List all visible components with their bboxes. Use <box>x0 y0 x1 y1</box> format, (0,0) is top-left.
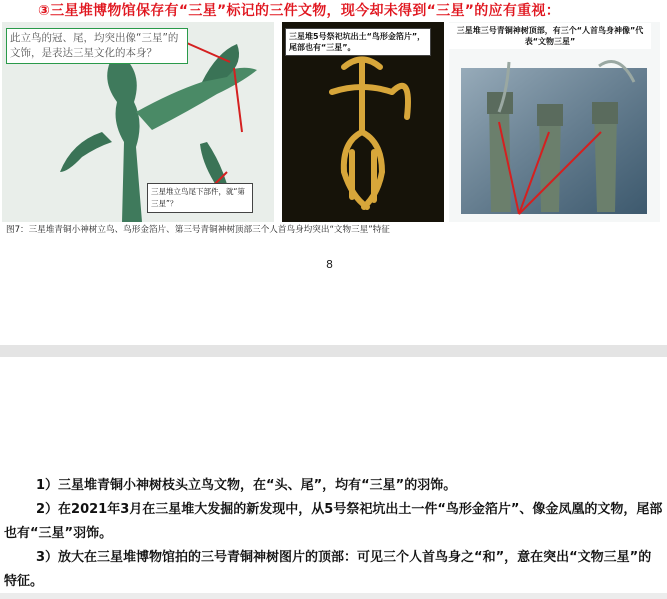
paragraph-3: 3）放大在三星堆博物馆拍的三号青铜神树图片的顶部：可见三个人首鸟身之“和”，意在突出“文物三星”的特征。 <box>4 550 652 589</box>
figure-caption: 图7：三星堆青铜小神树立鸟、鸟形金箔片、第三号青铜神树顶部三个人首鸟身均突出“文物三星”特征 <box>6 225 390 235</box>
callout-bird-crest: 此立鸟的冠、尾，均突出像“三星”的文饰，是表达三星文化的本身？ <box>6 28 188 64</box>
bronze-tree-top-illustration <box>449 22 660 222</box>
callout-gold-foil: 三星堆5号祭祀坑出土“鸟形金箔片”，尾部也有“三星”。 <box>285 28 431 56</box>
bronze-bird-photo <box>2 22 274 222</box>
next-page-edge <box>0 593 667 599</box>
gold-foil-bird-photo <box>282 22 444 222</box>
paragraph-2: 2）在2021年3月在三星堆大发掘的新发现中，从5号祭祀坑出土一件“鸟形金箔片”、像金凤凰的文物，尾部也有“三星”羽饰。 <box>4 502 663 541</box>
page-number: 8 <box>326 258 333 271</box>
paragraph-1: 1）三星堆青铜小神树枝头立鸟文物，在“头、尾”，均有“三星”的羽饰。 <box>36 478 457 493</box>
page-divider <box>0 345 667 357</box>
callout-bird-tail: 三星堆立鸟尾下部件，就“第三星”？ <box>147 183 253 213</box>
bronze-tree-top-photo <box>449 22 660 222</box>
callout-tree-top: 三星堆三号青铜神树顶部，有三个“人首鸟身神像”代表“文物三星” <box>449 23 651 49</box>
section-heading: ③三星堆博物馆保存有“三星”标记的三件文物，现今却未得到“三星”的应有重视： <box>38 3 561 19</box>
